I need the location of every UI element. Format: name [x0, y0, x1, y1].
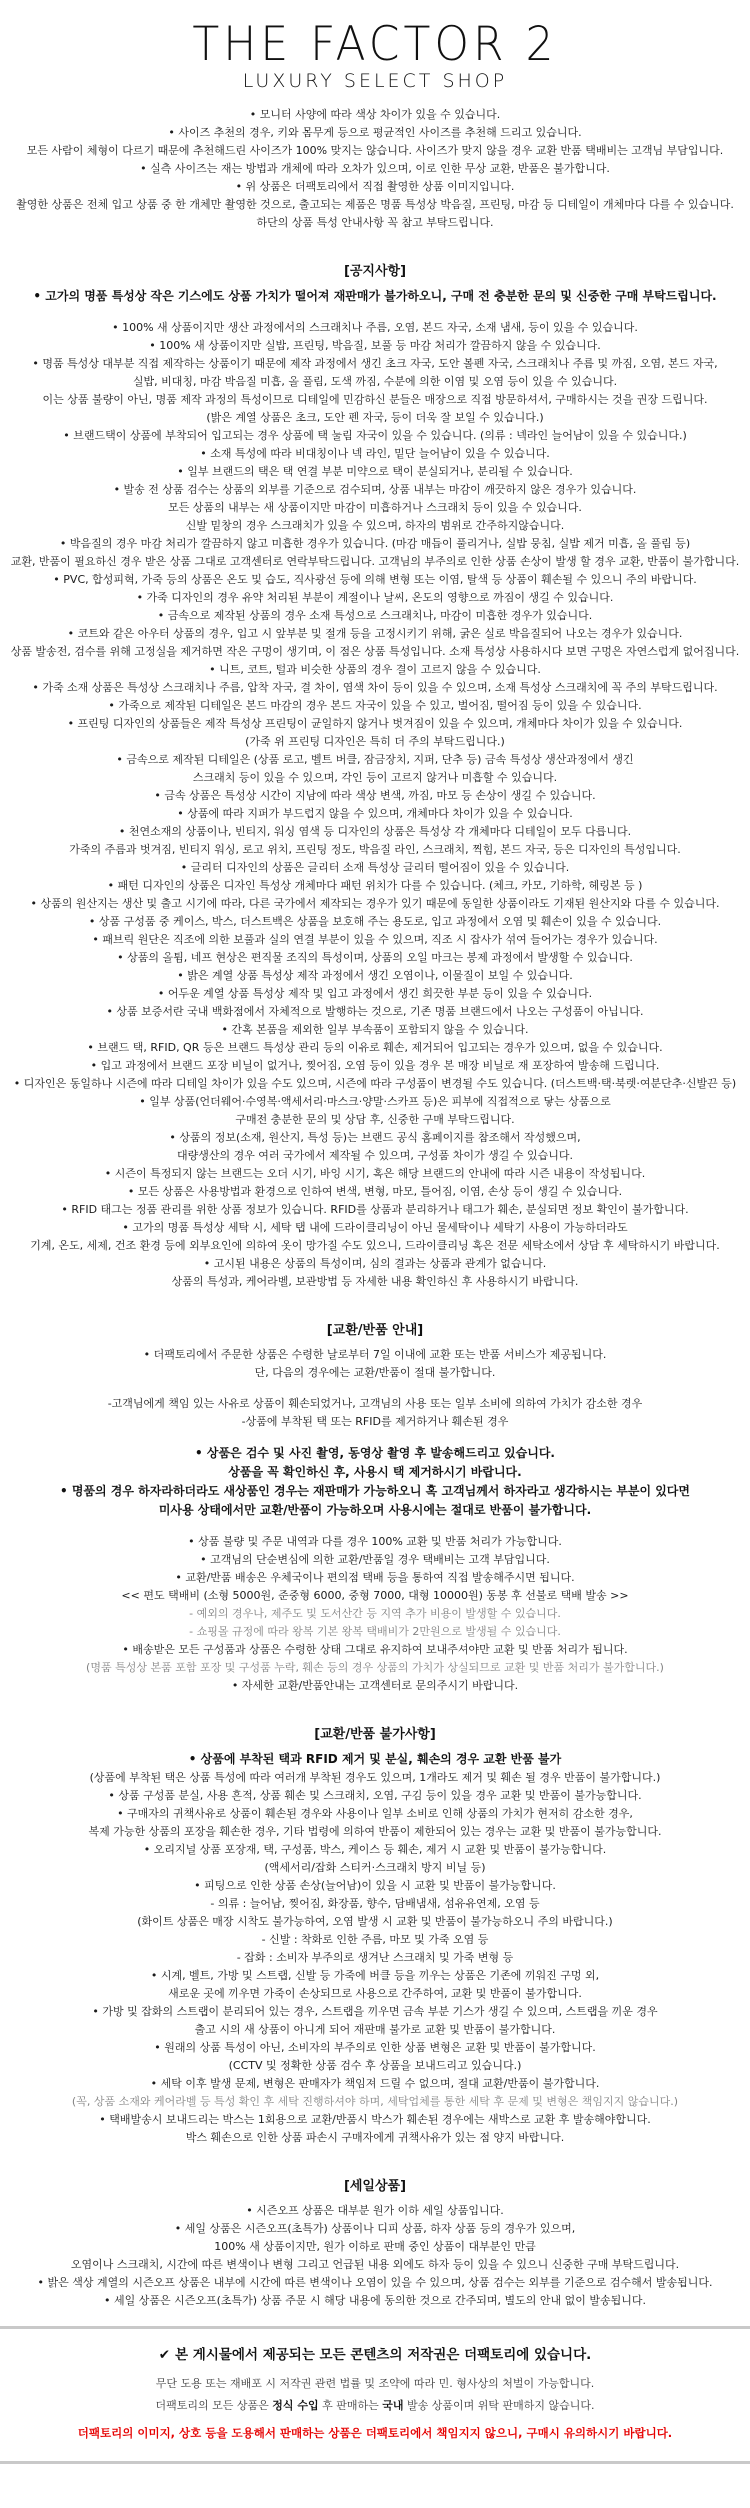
notice-line: • 모니터 사양에 따라 색상 차이가 있을 수 있습니다. — [249, 108, 501, 122]
notice-line: 출고 시의 새 상품이 아니게 되어 재판매 불가로 교환 및 반품이 불가합니다. — [194, 2023, 556, 2037]
notice-line: • 사이즈 추천의 경우, 키와 몸무게 등으로 평균적인 사이즈를 추천해 드리고 있습니다. — [168, 126, 582, 140]
notice-line: • 코트와 같은 아우터 상품의 경우, 입고 시 앞부분 및 절개 등을 고정시키기 위해, 굵은 실로 박음질되어 나오는 경우가 있습니다. — [67, 627, 683, 641]
copyright-line — [0, 2343, 750, 2363]
notice-line: 하단의 상품 특성 안내사항 꼭 참고 부탁드립니다. — [256, 216, 494, 230]
notice-line: • 고가의 명품 특성상 세탁 시, 세탁 탭 내에 드라이클리닝이 아닌 물세탁이나 세탁기 사용이 가능하더라도 — [122, 1221, 628, 1235]
distribution-pre: 더팩토리의 모든 상품은 — [155, 2399, 273, 2413]
legal-line: 무단 도용 또는 재배포 시 저작권 관련 법률 및 조약에 따라 민. 형사상의 처벌이 가능합니다. — [155, 2377, 595, 2391]
notice-line: • 택배발송시 보내드리는 박스는 1회용으로 교환/반품시 박스가 훼손된 경우에는 새박스로 교환 후 발송해야합니다. — [99, 2113, 651, 2127]
notice-line: (명품 특성상 본품 포함 포장 및 구성품 누락, 훼손 등의 경우 상품의 가치가 상실되므로 교환 및 반품 처리가 불가합니다.) — [86, 1661, 664, 1675]
section-title: [교환/반품 안내] — [326, 1323, 424, 1339]
notice-line: 미사용 상태에서만 교환/반품이 가능하오며 사용시에는 절대로 반품이 불가합니다. — [158, 1503, 592, 1518]
notice-line: -고객님에게 책임 있는 사유로 상품이 훼손되었거나, 고객님의 사용 또는 일부 소비에 의하여 가치가 감소한 경우 — [107, 1397, 643, 1411]
notice-line: (CCTV 및 정확한 상품 검수 후 상품을 보내드리고 있습니다.) — [228, 2059, 522, 2073]
footer — [0, 2343, 750, 2445]
notice-line: • 고시된 내용은 상품의 특성이며, 심의 결과는 상품과 관계가 없습니다. — [203, 1257, 547, 1271]
brand-logo-subtitle: LUXURY SELECT SHOP — [242, 70, 508, 93]
notice-sections-container — [0, 260, 750, 2310]
notice-line: • 패브릭 원단은 직조에 의한 보풀과 실의 연결 부분이 있을 수 있으며, 직조 시 잡사가 섞여 들어가는 경우가 있습니다. — [92, 933, 658, 947]
notice-line: 상품을 꼭 확인하신 후, 사용시 택 제거하시기 바랍니다. — [228, 1465, 522, 1480]
brand-logo — [0, 16, 750, 93]
notice-line: • 밝은 계열 상품 특성상 제작 과정에서 생긴 오염이나, 이물질이 보일 수 있습니다. — [177, 969, 573, 983]
notice-line: • 상품의 원산지는 생산 및 출고 시기에 따라, 다른 국가에서 제작되는 경우가 있기 때문에 동일한 상품이라도 기재된 원산지와 다를 수 있습니다. — [30, 897, 720, 911]
notice-line: • 시계, 벨트, 가방 및 스트랩, 신발 등 가죽에 버클 등을 끼우는 상품은 기존에 끼워진 구멍 외, — [150, 1969, 600, 1983]
notice-line: • 세일 상품은 시즌오프(초특가) 상품 주문 시 해당 내용에 동의한 것으로 간주되며, 별도의 안내 없이 발송됩니다. — [103, 2294, 647, 2308]
section-title: [세일상품] — [343, 2179, 407, 2195]
notice-line: 대량생산의 경우 여러 국가에서 제작될 수 있으며, 구성품 차이가 생길 수 있습니다. — [176, 1149, 574, 1163]
notice-line: 실밥, 비대칭, 마감 박음질 미흡, 올 풀림, 도색 까짐, 수분에 의한 이염 및 오염 등이 있을 수 있습니다. — [132, 375, 618, 389]
notice-line: • 밝은 색상 계열의 시즌오프 상품은 내부에 시간에 따른 변색이나 오염이 있을 수 있으며, 상품 검수는 외부를 기준으로 검수해서 발송됩니다. — [37, 2276, 713, 2290]
notice-line: - 잡화 : 소비자 부주의로 생겨난 스크래치 및 가죽 변형 등 — [236, 1951, 514, 1965]
notice-line: -상품에 부착된 택 또는 RFID를 제거하거나 훼손된 경우 — [241, 1415, 509, 1429]
notice-line: • 브랜드택이 상품에 부착되어 입고되는 경우 상품에 택 눌림 자국이 있을 수 있습니다. (의류 : 넥라인 늘어남이 있을 수 있습니다.) — [63, 429, 687, 443]
notice-line: • 가죽 디자인의 경우 유약 처리된 부분이 계절이나 날씨, 온도의 영향으로 까짐이 생길 수 있습니다. — [136, 591, 614, 605]
notice-line: • 피팅으로 인한 상품 손상(늘어남)이 있을 시 교환 및 반품이 불가능합니다. — [194, 1879, 556, 1893]
notice-line: • 교환/반품 배송은 우체국이나 편의점 택배 등을 통하여 직접 발송해주시면 됩니다. — [175, 1571, 575, 1585]
notice-line: • 가방 및 잡화의 스트랩이 분리되어 있는 경우, 스트랩을 끼우면 금속 부분 기스가 생길 수 있으며, 스트랩을 끼운 경우 — [92, 2005, 658, 2019]
notice-line: • 패턴 디자인의 상품은 디자인 특성상 개체마다 패턴 위치가 다를 수 있습니다. (체크, 카모, 기하학, 헤링본 등 ) — [107, 879, 643, 893]
notice-line: • 상품의 정보(소재, 원산지, 특성 등)는 브랜드 공식 홈페이지를 참조해서 작성했으며, — [169, 1131, 581, 1145]
notice-line: • 세일 상품은 시즌오프(초특가) 상품이나 디피 상품, 하자 상품 등의 경우가 있으며, — [174, 2222, 576, 2236]
notice-line: 구매전 충분한 문의 및 상담 후, 신중한 구매 부탁드립니다. — [235, 1113, 515, 1127]
notice-line: • 모든 상품은 사용방법과 환경으로 인하여 변색, 변형, 마모, 틀어짐, 이염, 손상 등이 생길 수 있습니다. — [127, 1185, 623, 1199]
notice-line: • 상품 보증서란 국내 백화점에서 자체적으로 발행하는 것으로, 기존 명품 브랜드에서 나오는 구성품이 아닙니다. — [106, 1005, 644, 1019]
notice-line: 가죽의 주름과 벗겨짐, 빈티지 워싱, 로고 위치, 프린팅 정도, 박음질 라인, 스크래치, 찍힘, 본드 자국, 등은 디자인의 특성입니다. — [69, 843, 681, 857]
notice-line: • 실측 사이즈는 재는 방법과 개체에 따라 오차가 있으며, 이로 인한 무상 교환, 반품은 불가합니다. — [140, 162, 610, 176]
notice-line: • RFID 태그는 정품 관리를 위한 상품 정보가 있습니다. RFID를 상품과 분리하거나 태그가 훼손, 분실되면 정보 확인이 불가합니다. — [61, 1203, 689, 1217]
notice-line: • 가죽으로 제작된 디테일은 본드 마감의 경우 본드 자국이 있을 수 있고, 벌어짐, 떨어짐 등이 있을 수 있습니다. — [108, 699, 642, 713]
notice-line: • 상품 구성품 분실, 사용 흔적, 상품 훼손 및 스크래치, 오염, 구김 등이 있을 경우 교환 및 반품이 불가능합니다. — [108, 1789, 642, 1803]
notice-line: • 디자인은 동일하나 시즌에 따라 디테일 차이가 있을 수도 있으며, 시즌에 따라 구성품이 변경될 수도 있습니다. (더스트백·택·북렛·여분단추·신발끈 등) — [13, 1077, 737, 1091]
notice-line: 단, 다음의 경우에는 교환/반품이 절대 불가합니다. — [254, 1366, 496, 1380]
notice-line: • 어두운 계열 상품 특성상 제작 및 입고 과정에서 생긴 희끗한 부분 등이 있을 수 있습니다. — [157, 987, 593, 1001]
copyright-text: 본 게시물에서 제공되는 모든 콘텐츠의 저작권은 더팩토리에 있습니다. — [175, 2347, 592, 2364]
notice-line: • 소재 특성에 따라 비대칭이나 넥 라인, 밑단 늘어남이 있을 수 있습니다. — [200, 447, 550, 461]
notice-line: • 일부 브랜드의 택은 택 연결 부분 미약으로 택이 분실되거나, 분리될 수 있습니다. — [177, 465, 573, 479]
notice-line: • 상품은 검수 및 사진 촬영, 동영상 촬영 후 발송해드리고 있습니다. — [195, 1446, 555, 1461]
notice-line: 모든 상품의 내부는 새 상품이지만 마감이 미흡하거나 스크래치 등이 있을 수 있습니다. — [168, 501, 582, 515]
notice-line: • 브랜드 택, RFID, QR 등은 브랜드 특성상 관리 등의 이유로 훼손, 제거되어 입고되는 경우가 있으며, 없을 수 있습니다. — [87, 1041, 663, 1055]
notice-section-2 — [0, 1723, 750, 2147]
notice-line: (밝은 계열 상품은 초크, 도안 펜 자국, 등이 더욱 잘 보일 수 있습니다.) — [206, 411, 544, 425]
notice-line: 100% 새 상품이지만, 원가 이하로 판매 중인 상품이 대부분인 만큼 — [214, 2240, 536, 2254]
notice-line: • 자세한 교환/반품안내는 고객센터로 문의주시기 바랍니다. — [231, 1679, 519, 1693]
check-icon: ✔ — [158, 2347, 171, 2364]
red-warning-line: 더팩토리의 이미지, 상호 등을 도용해서 판매하는 상품은 더팩토리에서 책임지지 않으니, 구매시 유의하시기 바랍니다. — [77, 2426, 673, 2441]
notice-line: - 예외의 경우나, 제주도 및 도서산간 등 지역 추가 비용이 발생할 수 있습니다. — [189, 1607, 561, 1621]
distribution-line — [0, 2395, 750, 2417]
notice-line: (액세서리/잡화 스티커·스크래치 방지 비닐 등) — [264, 1861, 486, 1875]
notice-line: • 더팩토리에서 주문한 상품은 수령한 날로부터 7일 이내에 교환 또는 반품 서비스가 제공됩니다. — [143, 1348, 607, 1362]
notice-line: • 원래의 상품 특성이 아닌, 소비자의 부주의로 인한 상품 변형은 교환 및 반품이 불가합니다. — [154, 2041, 596, 2055]
notice-line: (화이트 상품은 매장 시착도 불가능하여, 오염 발생 시 교환 및 반품이 불가능하오니 주의 바랍니다.) — [137, 1915, 613, 1929]
notice-line: • 니트, 코트, 털과 비슷한 상품의 경우 결이 고르지 않을 수 있습니다. — [209, 663, 541, 677]
notice-line: - 쇼핑몰 규정에 따라 왕복 기본 왕복 택배비가 2만원으로 발생될 수 있습니다. — [189, 1625, 561, 1639]
notice-line: 교환, 반품이 필요하신 경우 받은 상품 그대로 고객센터로 연락부탁드립니다. 고객님의 부주의로 인한 상품 손상이 발생 할 경우 교환, 반품이 불가합니다. — [10, 555, 740, 569]
notice-line: 기계, 온도, 세제, 건조 환경 등에 외부요인에 의하여 옷이 망가질 수도 있으니, 드라이클리닝 혹은 전문 세탁소에서 상담 후 세탁하시기 바랍니다. — [30, 1239, 720, 1253]
notice-line: 박스 훼손으로 인한 상품 파손시 구매자에게 귀책사유가 있는 점 양지 바랍니다. — [185, 2131, 565, 2145]
line-spacer — [0, 306, 750, 319]
notice-line: 새로운 곳에 끼우면 가죽이 손상되므로 사용으로 간주하여, 교환 및 반품이 불가합니다. — [168, 1987, 582, 2001]
notice-line: • 박음질의 경우 마감 처리가 깔끔하지 않고 미흡한 경우가 있습니다. (마감 매듭이 풀리거나, 실밥 뭉침, 실밥 제거 미흡, 올 풀림 등) — [59, 537, 691, 551]
section-title: [교환/반품 불가사항] — [314, 1727, 436, 1743]
notice-line: • 금속으로 제작된 상품의 경우 소재 특성으로 스크래치나, 마감이 미흡한 경우가 있습니다. — [157, 609, 593, 623]
notice-line: 촬영한 상품은 전체 입고 상품 중 한 개체만 촬영한 것으로, 출고되는 제품은 명품 특성상 박음질, 프린팅, 마감 등 디테일이 개체마다 다를 수 있습니다. — [16, 198, 734, 212]
notice-line: • 100% 새 상품이지만 실밥, 프린팅, 박음질, 보풀 등 마감 처리가 깔끔하지 않을 수 있습니다. — [149, 339, 601, 353]
notice-line: • 가죽 소재 상품은 특성상 스크래치나 주름, 압착 자국, 결 차이, 염색 차이 등이 있을 수 있으며, 소재 특성상 스크래치에 꼭 주의 부탁드립니다. — [32, 681, 718, 695]
notice-line: 상품의 특성과, 케어라벨, 보관방법 등 자세한 내용 확인하신 후 사용하시기 바랍니다. — [171, 1275, 579, 1289]
notice-line: 오염이나 스크래치, 시간에 따른 변색이나 변형 그리고 언급된 내용 외에도 하자 등이 있을 수 있으니 신중한 구매 부탁드립니다. — [70, 2258, 680, 2272]
distribution-mid: 후 판매하는 — [318, 2399, 383, 2413]
notice-line: • 시즌이 특정되지 않는 브랜드는 오더 시기, 바잉 시기, 혹은 해당 브랜드의 안내에 따라 시즌 내용이 작성됩니다. — [104, 1167, 646, 1181]
notice-line: • 오리지널 상품 포장재, 택, 구성품, 박스, 케이스 등 훼손, 제거 시 교환 및 반품이 불가능합니다. — [143, 1843, 607, 1857]
notice-line: • 고객님의 단순변심에 의한 교환/반품일 경우 택배비는 고객 부담입니다. — [200, 1553, 550, 1567]
notice-line: • 일부 상품(언더웨어·수영복·액세서리·마스크·양말·스카프 등)은 피부에 직접적으로 닿는 상품으로 — [139, 1095, 611, 1109]
notice-line: • 금속 상품은 특성상 시간이 지남에 따라 색상 변색, 까짐, 마모 등 손상이 생길 수 있습니다. — [154, 789, 596, 803]
notice-line: • 상품 불량 및 주문 내역과 다를 경우 100% 교환 및 반품 처리가 가능합니다. — [188, 1535, 562, 1549]
notice-line: • 입고 과정에서 브랜드 포장 비닐이 없거나, 찢어짐, 오염 등이 있을 경우 본 매장 비닐로 재 포장하여 발송해 드립니다. — [90, 1059, 660, 1073]
notice-line: << 편도 택배비 (소형 5000원, 준중형 6000, 중형 7000, 대형 10000원) 동봉 후 선불로 택배 발송 >> — [121, 1589, 629, 1603]
notice-line: - 의류 : 늘어남, 찢어짐, 화장품, 향수, 담배냄새, 섬유유연제, 오염 등 — [210, 1897, 540, 1911]
footer-top-divider — [0, 2326, 750, 2329]
distribution-post: 발송 상품이며 위탁 판매하지 않습니다. — [403, 2399, 595, 2413]
notice-line: • 발송 전 상품 검수는 상품의 외부를 기준으로 검수되며, 상품 내부는 마감이 깨끗하지 않은 경우가 있습니다. — [113, 483, 637, 497]
notice-line: • 금속으로 제작된 디테일은 (상품 로고, 벨트 버클, 잠금장치, 지퍼, 단추 등) 금속 특성상 생산과정에서 생긴 — [116, 753, 634, 767]
notice-line: 모든 사람이 체형이 다르기 때문에 추천해드린 사이즈가 100% 맞지는 않습니다. 사이즈가 맞지 않을 경우 교환 반품 택배비는 고객님 부담입니다. — [26, 144, 724, 158]
notice-section-3 — [0, 2175, 750, 2310]
notice-line: 이는 상품 불량이 아닌, 명품 제작 과정의 특성이므로 디테일에 민감하신 분들은 매장으로 직접 방문하셔서, 구매하시는 것을 권장 드립니다. — [42, 393, 708, 407]
notice-line: • 상품에 따라 지퍼가 부드럽지 않을 수 있으며, 개체마다 차이가 있을 수 있습니다. — [177, 807, 573, 821]
footer-bottom-divider — [0, 2461, 750, 2464]
notice-line: (가죽 위 프린팅 디자인은 특히 더 주의 부탁드립니다.) — [245, 735, 505, 749]
section-title: [공지사항] — [343, 264, 407, 280]
notice-line: (상품에 부착된 택은 상품 특성에 따라 여러개 부착된 경우도 있으며, 1개라도 제거 및 훼손 될 경우 반품이 불가합니다.) — [89, 1771, 661, 1785]
notice-line: • 명품 특성상 대부분 직접 제작하는 상품이기 때문에 제작 과정에서 생긴 초크 자국, 도안 볼펜 자국, 스크래치나 주름 및 까짐, 오염, 본드 자국, — [32, 357, 718, 371]
notice-line: • 명품의 경우 하자라하더라도 새상품인 경우는 재판매가 가능하오니 혹 고객님께서 하자라고 생각하시는 부분이 있다면 — [60, 1484, 690, 1499]
line-spacer — [0, 1520, 750, 1533]
line-spacer — [0, 1382, 750, 1395]
notice-line: • 상품 구성품 중 케이스, 박스, 더스트백은 상품을 보호해 주는 용도로, 입고 과정에서 오염 및 훼손이 있을 수 있습니다. — [88, 915, 662, 929]
notice-line: 스크래치 등이 있을 수 있으며, 각인 등이 고르지 않거나 미흡할 수 있습니다. — [192, 771, 558, 785]
notice-line: • 세탁 이후 발생 문제, 변형은 판매자가 책임져 드릴 수 없으며, 절대 교환/반품이 불가합니다. — [150, 2077, 600, 2091]
notice-line: • 고가의 명품 특성상 작은 기스에도 상품 가치가 떨어져 재판매가 불가하오니, 구매 전 충분한 문의 및 신중한 구매 부탁드립니다. — [33, 289, 717, 304]
notice-line: • 상품의 올튐, 네프 현상은 편직물 조직의 특성이며, 상품의 오일 마크는 봉제 과정에서 발생할 수 있습니다. — [117, 951, 633, 965]
notice-line: 복제 가능한 상품의 포장을 훼손한 경우, 기타 법령에 의하여 반품이 제한되어 있는 경우는 교환 및 반품이 불가능합니다. — [88, 1825, 662, 1839]
notice-line: - 신발 : 착화로 인한 주름, 마모 및 가죽 오염 등 — [261, 1933, 489, 1947]
notice-line: • 간혹 본품을 제외한 일부 부속품이 포함되지 않을 수 있습니다. — [221, 1023, 529, 1037]
line-spacer — [0, 1431, 750, 1444]
intro-notes — [0, 106, 750, 232]
notice-line: • 시즌오프 상품은 대부분 원가 이하 세일 상품입니다. — [246, 2204, 504, 2218]
notice-line: (꼭, 상품 소재와 케어라벨 등 특성 확인 후 세탁 진행하셔야 하며, 세탁업체를 통한 세탁 후 문제 및 변형은 책임지지 않습니다.) — [71, 2095, 679, 2109]
notice-line: • PVC, 합성피혁, 가죽 등의 상품은 온도 및 습도, 직사광선 등에 의해 변형 또는 이염, 탈색 등 상품이 훼손될 수 있으니 주의 바랍니다. — [53, 573, 697, 587]
notice-line: 신발 밑창의 경우 스크래치가 있을 수 있으며, 하자의 범위로 간주하지않습니다. — [185, 519, 565, 533]
notice-line: • 구매자의 귀책사유로 상품이 훼손된 경우와 사용이나 일부 소비로 인해 상품의 가치가 현저히 감소한 경우, — [117, 1807, 633, 1821]
notice-line: • 상품에 부착된 택과 RFID 제거 및 분실, 훼손의 경우 교환 반품 불가 — [188, 1752, 562, 1767]
notice-line: • 천연소재의 상품이나, 빈티지, 워싱 염색 등 디자인의 상품은 특성상 각 개체마다 디테일이 모두 다릅니다. — [118, 825, 632, 839]
notice-line: • 100% 새 상품이지만 생산 과정에서의 스크래치나 주름, 오염, 본드 자국, 소재 냄새, 등이 있을 수 있습니다. — [112, 321, 638, 335]
notice-line: • 프린팅 디자인의 상품들은 제작 특성상 프린팅이 균일하지 않거나 벗겨짐이 있을 수 있으며, 개체마다 차이가 있을 수 있습니다. — [67, 717, 683, 731]
distribution-bold-domestic: 국내 — [382, 2399, 404, 2413]
notice-section-1 — [0, 1319, 750, 1695]
notice-section-0 — [0, 260, 750, 1291]
distribution-bold-import: 정식 수입 — [272, 2399, 319, 2413]
notice-line: 상품 발송전, 검수를 위해 고정실을 제거하면 작은 구멍이 생기며, 이 점은 상품 특성입니다. 소재 특성상 사용하시다 보면 구멍은 자연스럽게 없어집니다. — [10, 645, 740, 659]
notice-line: • 배송받은 모든 구성품과 상품은 수령한 상태 그대로 유지하여 보내주셔야만 교환 및 반품 처리가 됩니다. — [122, 1643, 628, 1657]
notice-line: • 위 상품은 더팩토리에서 직접 촬영한 상품 이미지입니다. — [235, 180, 515, 194]
brand-logo-title: THE FACTOR 2 — [192, 16, 558, 72]
notice-line: • 글리터 디자인의 상품은 글리터 소재 특성상 글리터 떨어짐이 있을 수 있습니다. — [180, 861, 570, 875]
